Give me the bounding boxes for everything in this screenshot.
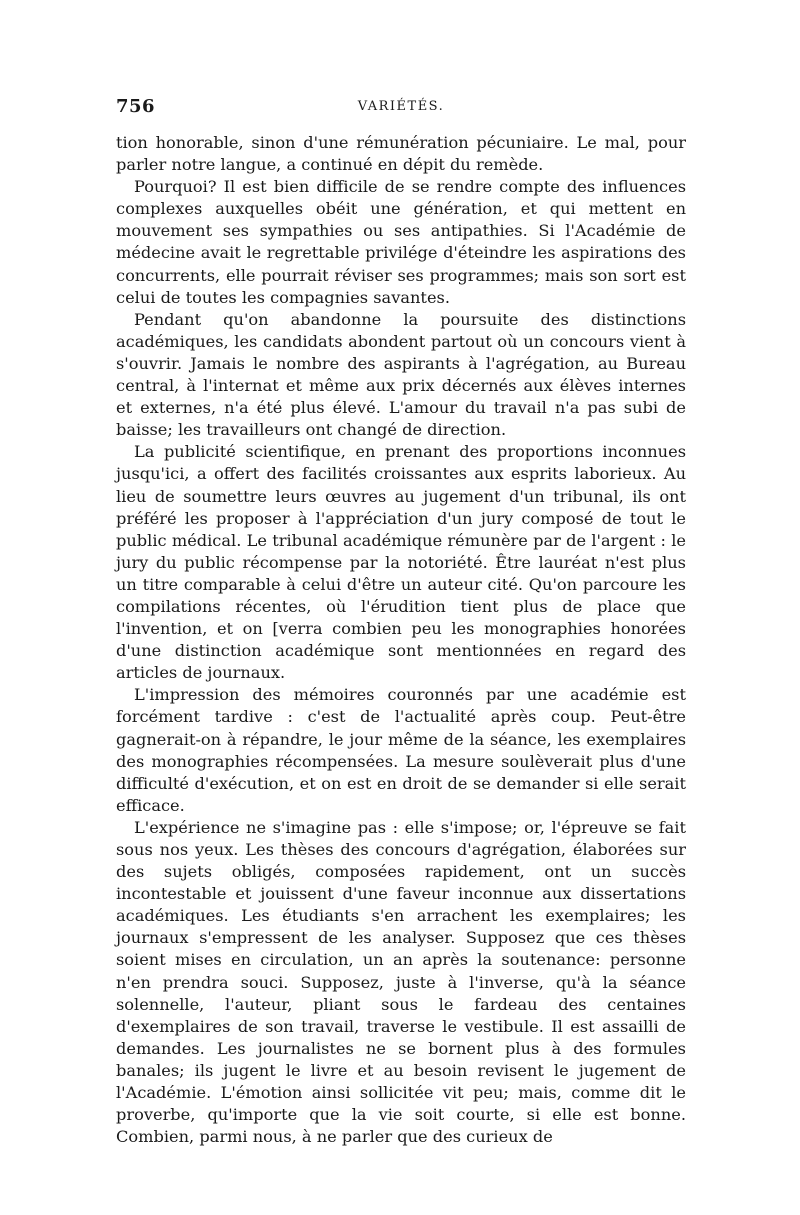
body-text [116,132,686,1148]
paragraph: L'expérience ne s'imagine pas : elle s'impose; or, l'épreuve se fait sous nos yeux. Les thèses des concours d'agrégation, élaborées sur des sujets obligés, composées rapidement, ont un succès incontestable et jouissent d'une faveur inconnue aux dissertations académiques. Les étudiants s'en arrachent les exemplaires; les journaux s'empressent de les analyser. Supposez que ces thèses soient mises en circulation, un an après la soutenance: personne n'en prendra souci. Supposez, juste à l'inverse, qu'à la séance solennelle, l'auteur, pliant sous le fardeau des centaines d'exemplaires de son travail, traverse le vestibule. Il est assailli de demandes. Les journalistes ne se bornent plus à des formules banales; ils jugent le livre et au besoin revisent le jugement de l'Académie. L'émotion ainsi sollicitée vit peu; mais, comme dit le proverbe, qu'importe que la vie soit courte, si elle est bonne. Combien, parmi nous, à ne parler que des curieux de [116,817,686,1147]
page-header [116,96,686,122]
book-page [116,96,686,1148]
page-number: 756 [116,96,156,117]
paragraph-continuation: tion honorable, sinon d'une rémunération pécuniaire. Le mal, pour parler notre langue, a continué en dépit du remède. [116,133,686,175]
paragraph: L'impression des mémoires couronnés par une académie est forcément tardive : c'est de l'actualité après coup. Peut-être gagnerait-on à répandre, le jour même de la séance, les exemplaires des monographies récompensées. La mesure soulèverait plus d'une difficulté d'exécution, et on est en droit de se demander si elle serait efficace. [116,685,686,815]
running-title: VARIÉTÉS. [357,99,445,114]
paragraph: La publicité scientifique, en prenant des proportions inconnues jusqu'ici, a offert des facilités croissantes aux esprits laborieux. Au lieu de soumettre leurs œuvres au jugement d'un tribunal, ils ont préféré les proposer à l'appréciation d'un jury composé de tout le public médical. Le tribunal académique rémunère par de l'argent : le jury du public récompense par la notoriété. Être lauréat n'est plus un titre comparable à celui d'être un auteur cité. Qu'on parcoure les compilations récentes, où l'érudition tient plus de place que l'invention, et on [verra combien peu les monographies honorées d'une distinction académique sont mentionnées en regard des articles de journaux. [116,442,686,683]
paragraph: Pendant qu'on abandonne la poursuite des distinctions académiques, les candidats abondent partout où un concours vient à s'ouvrir. Jamais le nombre des aspirants à l'agrégation, au Bureau central, à l'internat et même aux prix décernés aux élèves internes et externes, n'a été plus élevé. L'amour du travail n'a pas subi de baisse; les travailleurs ont changé de direction. [116,309,686,440]
paragraph: Pourquoi? Il est bien difficile de se rendre compte des influences complexes auxquelles obéit une génération, et qui mettent en mouvement ses sympathies ou ses antipathies. Si l'Académie de médecine avait le regrettable privilége d'éteindre les aspirations des concurrents, elle pourrait réviser ses programmes; mais son sort est celui de toutes les compagnies savantes. [116,177,686,307]
